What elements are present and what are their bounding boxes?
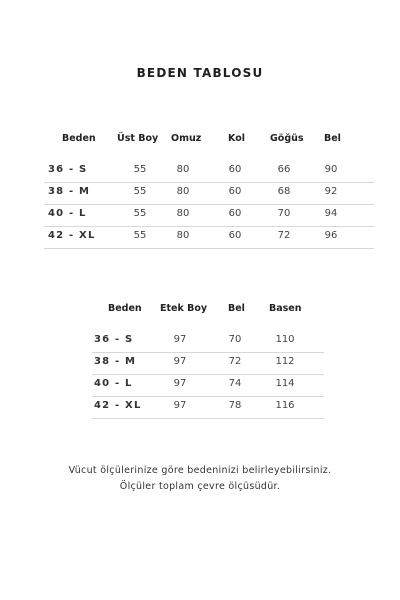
- cell-bel: 92: [324, 186, 338, 197]
- cell-kol: 60: [228, 230, 242, 241]
- header-etek-boy: Etek Boy: [160, 303, 208, 314]
- cell-size: 38 - M: [48, 186, 91, 197]
- cell-ust-boy: 55: [133, 186, 147, 197]
- cell-omuz: 80: [176, 208, 190, 219]
- cell-kol: 60: [228, 208, 242, 219]
- header-kol: Kol: [228, 133, 245, 144]
- note-line-1: Vücut ölçülerinize göre bedeninizi belirleyebilirsiniz.: [68, 465, 332, 476]
- cell-kol: 60: [228, 186, 242, 197]
- table-row: [92, 353, 324, 375]
- cell-size: 36 - S: [48, 164, 88, 175]
- cell-gogus: 70: [277, 208, 291, 219]
- header-bel: Bel: [228, 303, 245, 314]
- cell-size: 40 - L: [94, 378, 133, 389]
- cell-bel: 96: [324, 230, 338, 241]
- cell-omuz: 80: [176, 186, 190, 197]
- cell-bel: 94: [324, 208, 338, 219]
- cell-size: 42 - XL: [48, 230, 96, 241]
- cell-ust-boy: 55: [133, 230, 147, 241]
- cell-gogus: 66: [277, 164, 291, 175]
- header-beden: Beden: [62, 133, 96, 144]
- cell-ust-boy: 55: [133, 164, 147, 175]
- table-row: [44, 161, 374, 183]
- cell-basen: 110: [275, 334, 295, 345]
- cell-basen: 114: [275, 378, 295, 389]
- cell-size: 40 - L: [48, 208, 87, 219]
- cell-kol: 60: [228, 164, 242, 175]
- table-row: [92, 375, 324, 397]
- cell-bel: 72: [228, 356, 242, 367]
- cell-bel: 74: [228, 378, 242, 389]
- table-row: [44, 205, 374, 227]
- header-beden: Beden: [108, 303, 142, 314]
- cell-basen: 116: [275, 400, 295, 411]
- cell-etek-boy: 97: [173, 400, 187, 411]
- cell-bel: 90: [324, 164, 338, 175]
- row-divider: [44, 248, 374, 249]
- table-row: [92, 397, 324, 419]
- table-header: [44, 133, 374, 151]
- cell-etek-boy: 97: [173, 334, 187, 345]
- cell-etek-boy: 97: [173, 378, 187, 389]
- table-row: [92, 331, 324, 353]
- header-bel: Bel: [324, 133, 341, 144]
- size-table-top: [44, 133, 374, 249]
- cell-bel: 78: [228, 400, 242, 411]
- cell-size: 38 - M: [94, 356, 137, 367]
- table-row: [44, 183, 374, 205]
- cell-ust-boy: 55: [133, 208, 147, 219]
- table-row: [44, 227, 374, 249]
- page-title: BEDEN TABLOSU: [136, 66, 264, 80]
- header-omuz: Omuz: [171, 133, 202, 144]
- size-table-bottom: [92, 303, 324, 419]
- header-basen: Basen: [269, 303, 302, 314]
- cell-gogus: 68: [277, 186, 291, 197]
- cell-omuz: 80: [176, 164, 190, 175]
- row-divider: [92, 418, 324, 419]
- cell-bel: 70: [228, 334, 242, 345]
- cell-size: 42 - XL: [94, 400, 142, 411]
- table-header: [92, 303, 324, 321]
- header-gogus: Göğüs: [270, 133, 304, 144]
- cell-etek-boy: 97: [173, 356, 187, 367]
- note-line-2: Ölçüler toplam çevre ölçüsüdür.: [119, 481, 281, 492]
- cell-size: 36 - S: [94, 334, 134, 345]
- header-ust-boy: Üst Boy: [117, 133, 159, 144]
- cell-omuz: 80: [176, 230, 190, 241]
- cell-gogus: 72: [277, 230, 291, 241]
- cell-basen: 112: [275, 356, 295, 367]
